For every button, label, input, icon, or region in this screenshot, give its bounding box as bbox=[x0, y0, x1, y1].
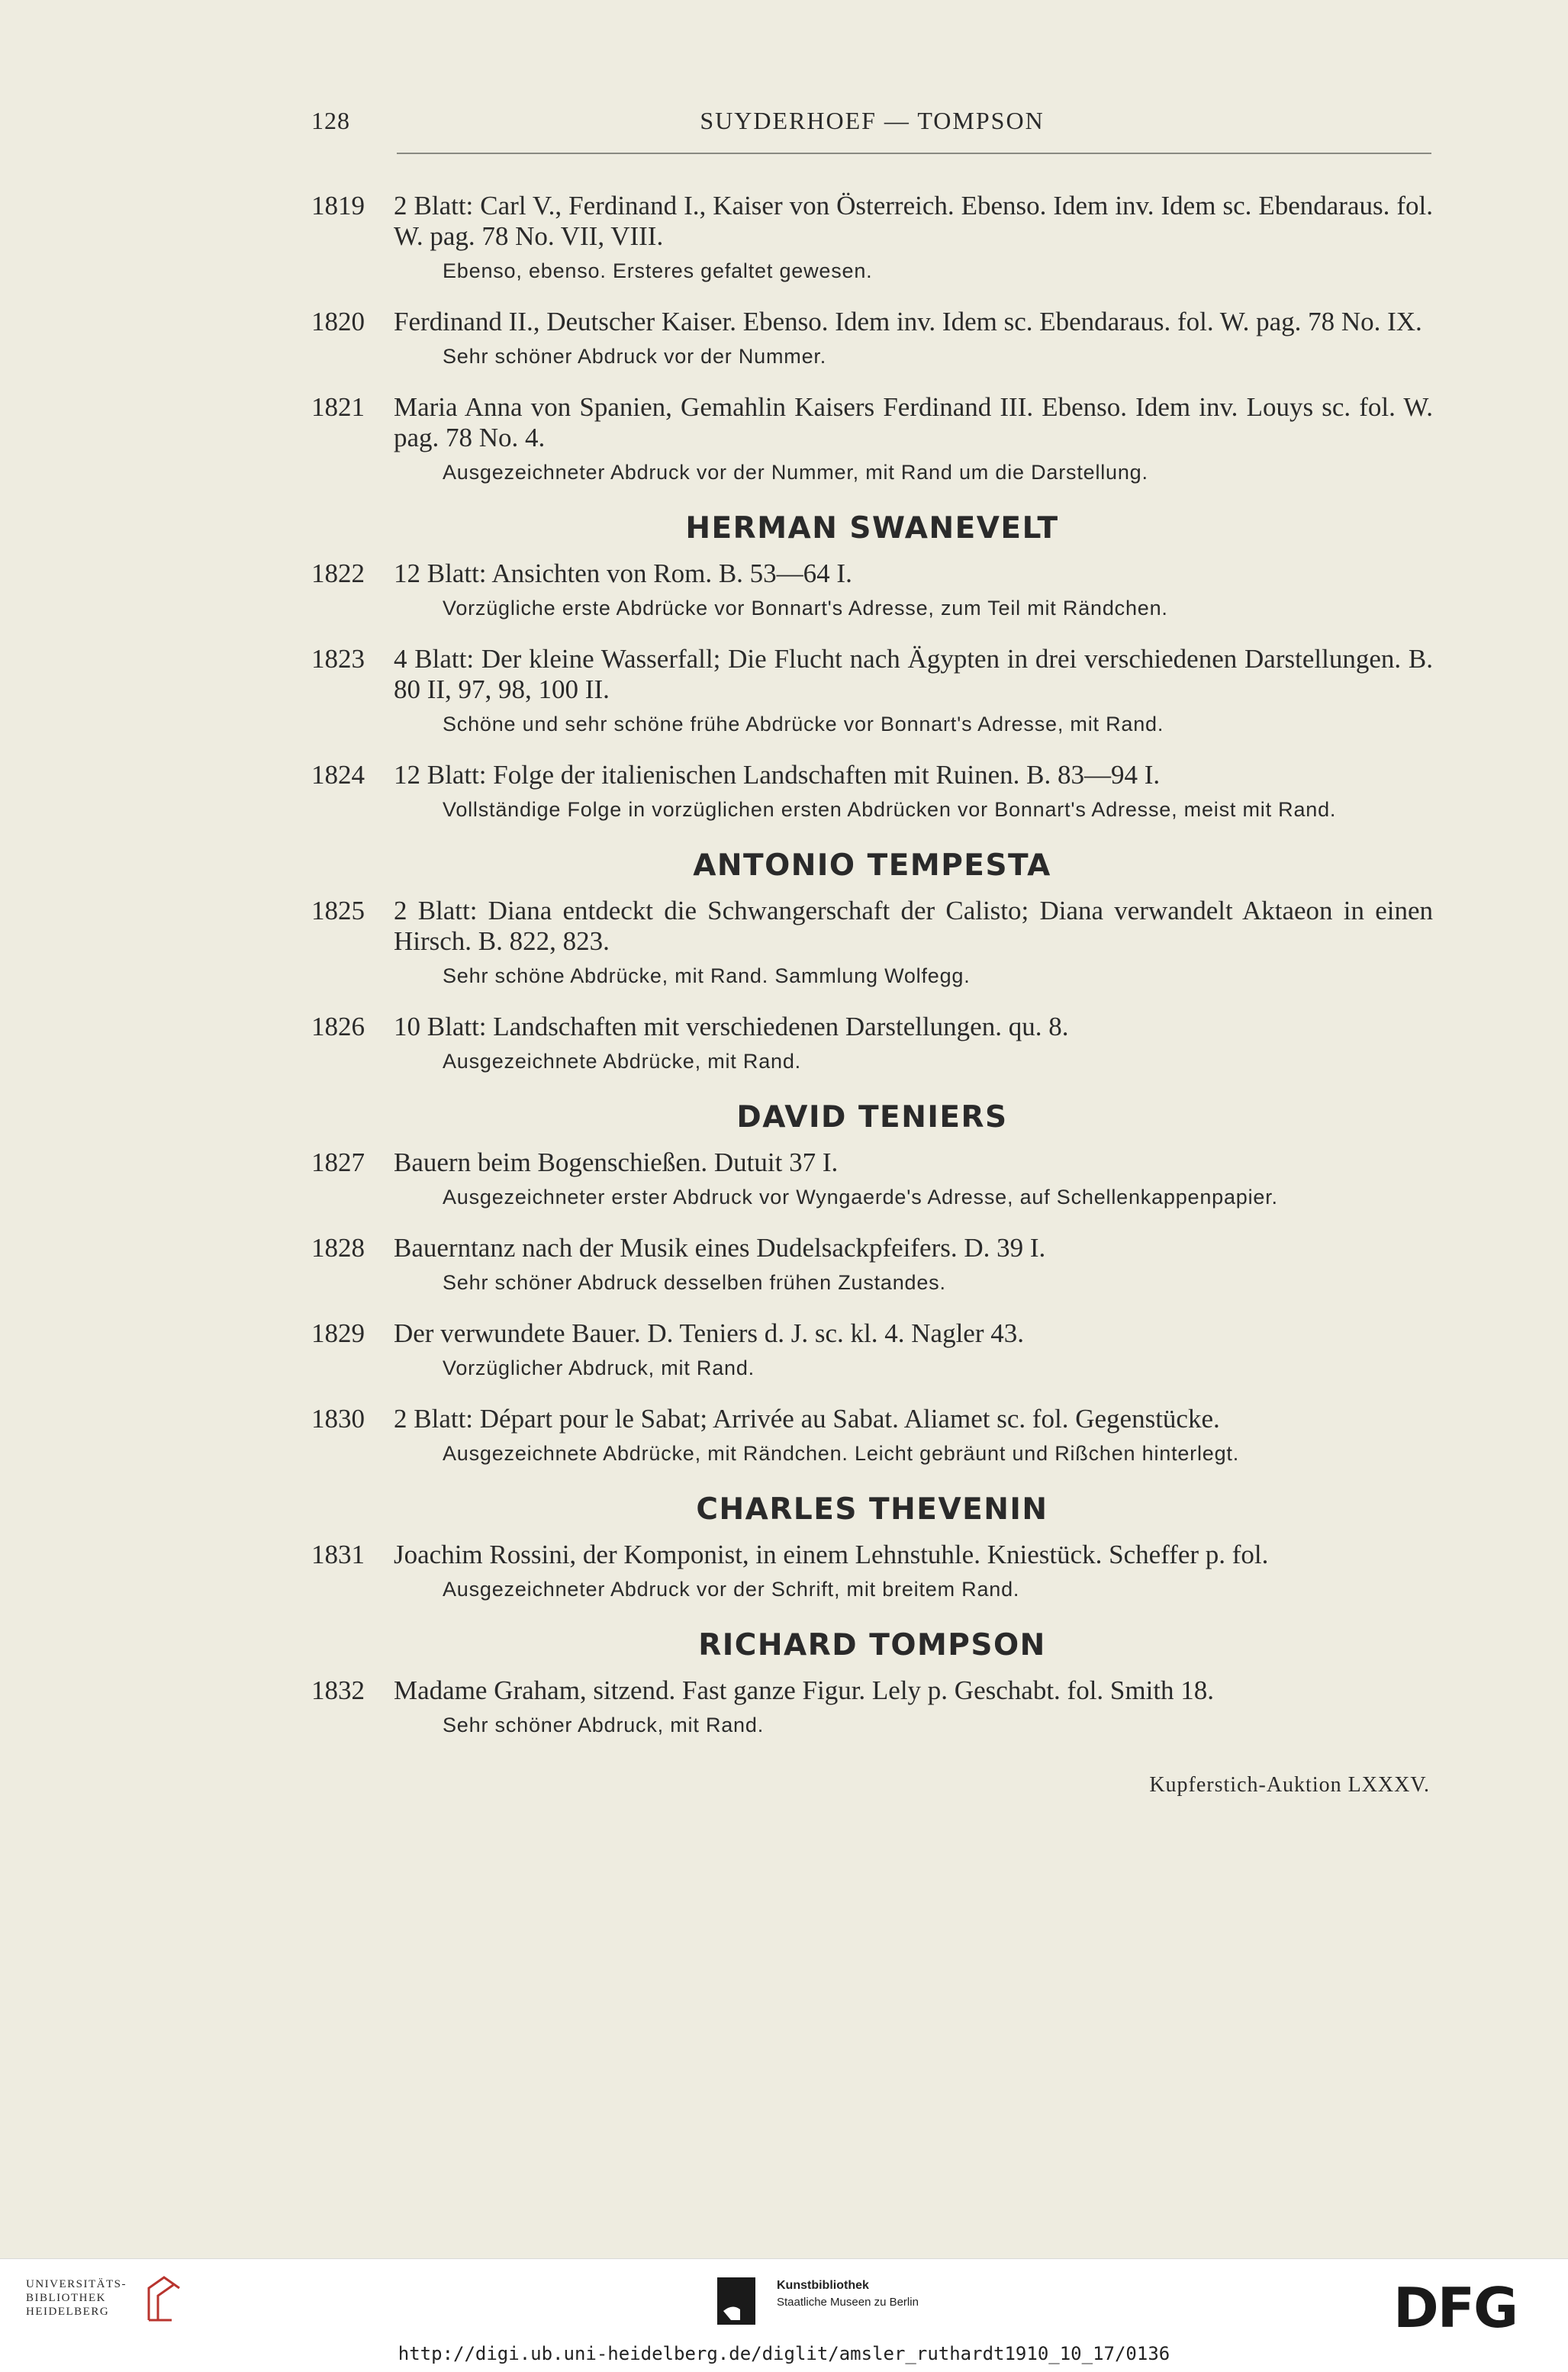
lot-number: 1831 bbox=[311, 1540, 365, 1569]
page-number: 128 bbox=[311, 107, 350, 134]
entry-note: Vollständige Folge in vorzüglichen ersten Abdrücken vor Bonnart's Adresse, meist mit Rand. bbox=[443, 798, 1337, 821]
catalog-entry bbox=[311, 896, 1433, 989]
source-url[interactable]: http://digi.ub.uni-heidelberg.de/diglit/amsler_ruthardt1910_10_17/0136 bbox=[398, 2343, 1170, 2364]
entry-note: Vorzüglicher Abdruck, mit Rand. bbox=[443, 1357, 755, 1379]
lot-number: 1829 bbox=[311, 1318, 365, 1348]
entry-note: Vorzügliche erste Abdrücke vor Bonnart's Adresse, zum Teil mit Rändchen. bbox=[443, 597, 1168, 620]
university-line: HEIDELBERG bbox=[26, 2306, 110, 2318]
university-line: BIBLIOTHEK bbox=[26, 2292, 106, 2304]
kunstbibliothek-subtitle: Staatliche Museen zu Berlin bbox=[777, 2296, 919, 2309]
catalog-entry bbox=[311, 558, 1433, 621]
catalog-entry bbox=[311, 1318, 1433, 1381]
lot-number: 1827 bbox=[311, 1147, 365, 1177]
entry-title: 12 Blatt: Folge der italienischen Landschaften mit Ruinen. B. 83—94 I. bbox=[394, 760, 1161, 790]
entry-title: Joachim Rossini, der Komponist, in einem Lehnstuhle. Kniestück. Scheffer p. fol. bbox=[394, 1540, 1269, 1569]
section-heading: DAVID TENIERS bbox=[736, 1100, 1008, 1135]
entry-title: Maria Anna von Spanien, Gemahlin Kaisers Ferdinand III. Ebenso. Idem inv. Louys sc. fol. W. pag. 78 No. 4. bbox=[394, 392, 1433, 452]
catalog-entry bbox=[311, 191, 1433, 284]
header-rule bbox=[397, 153, 1431, 154]
kunstbibliothek-logo-icon bbox=[717, 2277, 778, 2331]
kunstbibliothek-title: Kunstbibliothek bbox=[777, 2279, 869, 2292]
lot-number: 1826 bbox=[311, 1012, 365, 1041]
library-footer-bar bbox=[0, 2258, 1568, 2372]
catalog-entry bbox=[311, 1233, 1433, 1295]
lot-number: 1824 bbox=[311, 760, 365, 790]
university-library-name bbox=[26, 2277, 127, 2319]
entry-title: Madame Graham, sitzend. Fast ganze Figur. Lely p. Geschabt. fol. Smith 18. bbox=[394, 1675, 1215, 1705]
running-head bbox=[311, 107, 1433, 143]
section-heading: RICHARD TOMPSON bbox=[698, 1628, 1046, 1662]
lot-number: 1821 bbox=[311, 392, 365, 422]
catalog-entry bbox=[311, 1540, 1433, 1602]
section-heading: HERMAN SWANEVELT bbox=[685, 511, 1059, 546]
lot-number: 1819 bbox=[311, 191, 365, 220]
entry-note: Schöne und sehr schöne frühe Abdrücke vor Bonnart's Adresse, mit Rand. bbox=[443, 713, 1164, 735]
catalog-footer-note: Kupferstich-Auktion LXXXV. bbox=[1149, 1773, 1430, 1797]
catalog-entry bbox=[311, 644, 1433, 737]
entry-title: 2 Blatt: Carl V., Ferdinand I., Kaiser von Österreich. Ebenso. Idem inv. Idem sc. Ebendaraus. fol. W. pag. 78 No. VII, VIII. bbox=[394, 191, 1433, 251]
catalog-entry bbox=[311, 760, 1433, 822]
entry-note: Ausgezeichneter Abdruck vor der Nummer, mit Rand um die Darstellung. bbox=[443, 461, 1148, 484]
catalog-entry bbox=[311, 1147, 1433, 1210]
entry-title: 12 Blatt: Ansichten von Rom. B. 53—64 I. bbox=[394, 558, 852, 588]
section-heading: ANTONIO TEMPESTA bbox=[693, 848, 1051, 883]
lot-number: 1828 bbox=[311, 1233, 365, 1263]
entry-note: Sehr schöner Abdruck, mit Rand. bbox=[443, 1714, 764, 1736]
entry-title: 2 Blatt: Diana entdeckt die Schwangerschaft der Calisto; Diana verwandelt Aktaeon in einen Hirsch. B. 822, 823. bbox=[394, 896, 1433, 956]
lot-number: 1822 bbox=[311, 558, 365, 588]
entry-note: Ausgezeichneter Abdruck vor der Schrift, mit breitem Rand. bbox=[443, 1578, 1020, 1601]
entry-title: Bauern beim Bogenschießen. Dutuit 37 I. bbox=[394, 1147, 839, 1177]
entry-note: Sehr schöne Abdrücke, mit Rand. Sammlung Wolfegg. bbox=[443, 964, 971, 987]
catalog-content bbox=[311, 191, 1433, 1798]
entry-note: Ausgezeichnete Abdrücke, mit Rändchen. Leicht gebräunt und Rißchen hinterlegt. bbox=[443, 1442, 1240, 1465]
entry-title: 2 Blatt: Départ pour le Sabat; Arrivée au Sabat. Aliamet sc. fol. Gegenstücke. bbox=[394, 1404, 1220, 1434]
dfg-logo: DFG bbox=[1393, 2276, 1518, 2340]
entry-note: Sehr schöner Abdruck desselben frühen Zustandes. bbox=[443, 1271, 946, 1294]
catalog-entry bbox=[311, 1404, 1433, 1466]
entry-note: Ebenso, ebenso. Ersteres gefaltet gewesen. bbox=[443, 259, 873, 282]
lot-number: 1830 bbox=[311, 1404, 365, 1434]
catalog-entry bbox=[311, 392, 1433, 485]
entry-note: Ausgezeichnete Abdrücke, mit Rand. bbox=[443, 1050, 801, 1073]
lot-number: 1820 bbox=[311, 307, 365, 336]
catalog-entry bbox=[311, 307, 1433, 369]
university-line: UNIVERSITÄTS- bbox=[26, 2278, 127, 2290]
lot-number: 1832 bbox=[311, 1675, 365, 1705]
entry-title: 10 Blatt: Landschaften mit verschiedenen Darstellungen. qu. 8. bbox=[394, 1012, 1069, 1041]
kunstbibliothek-text bbox=[777, 2277, 919, 2311]
entry-title: Ferdinand II., Deutscher Kaiser. Ebenso. Idem inv. Idem sc. Ebendaraus. fol. W. pag. 78 No. IX. bbox=[394, 307, 1422, 336]
lot-number: 1825 bbox=[311, 896, 365, 925]
entry-note: Ausgezeichneter erster Abdruck vor Wyngaerde's Adresse, auf Schellenkappenpapier. bbox=[443, 1186, 1278, 1209]
entry-note: Sehr schöner Abdruck vor der Nummer. bbox=[443, 345, 827, 368]
entry-title: 4 Blatt: Der kleine Wasserfall; Die Flucht nach Ägypten in drei verschiedenen Darstellungen. B. 80 II, 97, 98, 100 II. bbox=[394, 644, 1433, 704]
catalog-entry bbox=[311, 1012, 1433, 1074]
entry-title: Bauerntanz nach der Musik eines Dudelsackpfeifers. D. 39 I. bbox=[394, 1233, 1046, 1263]
running-title: SUYDERHOEF — TOMPSON bbox=[700, 107, 1045, 134]
section-heading: CHARLES THEVENIN bbox=[696, 1492, 1048, 1527]
lot-number: 1823 bbox=[311, 644, 365, 674]
university-logo-icon bbox=[141, 2273, 187, 2326]
catalog-entry bbox=[311, 1675, 1433, 1738]
entry-title: Der verwundete Bauer. D. Teniers d. J. sc. kl. 4. Nagler 43. bbox=[394, 1318, 1024, 1348]
